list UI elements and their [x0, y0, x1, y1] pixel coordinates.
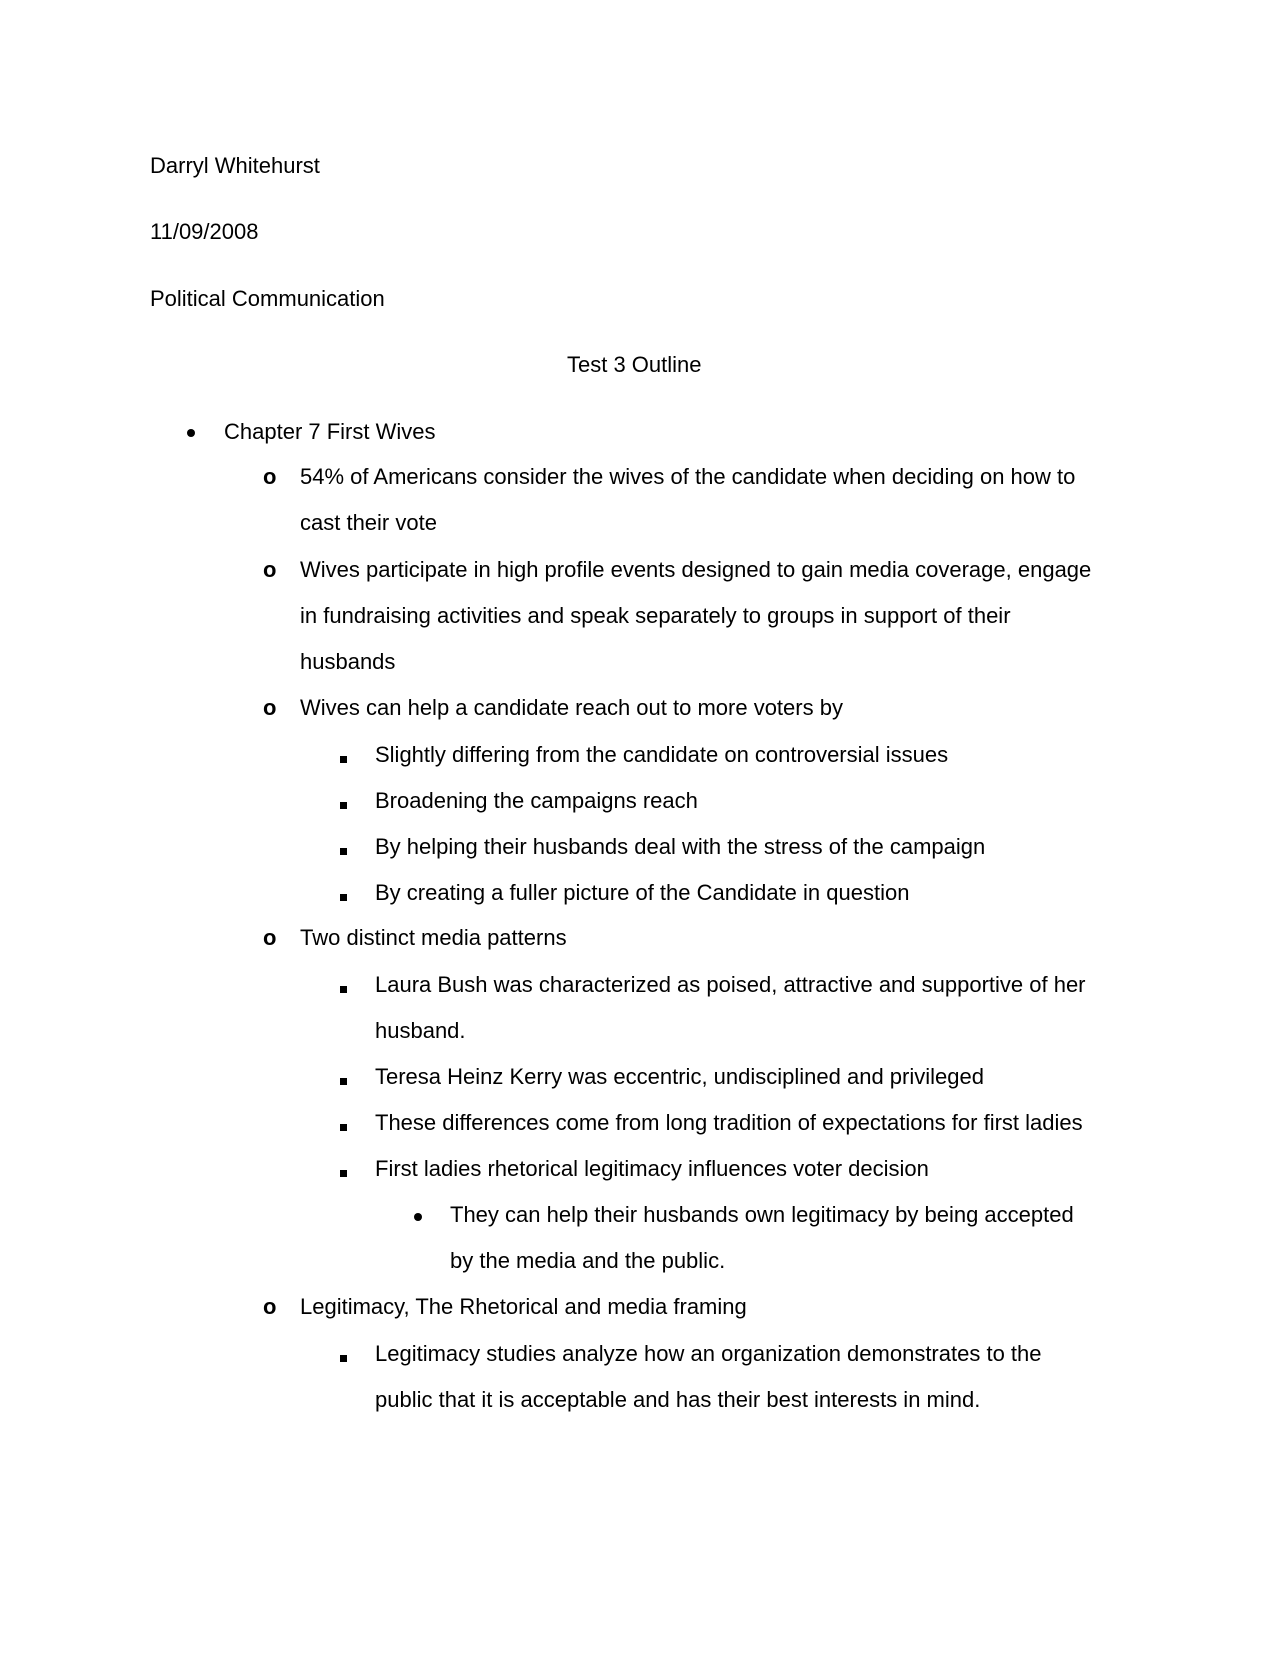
- list-item-line: Teresa Heinz Kerry was eccentric, undisciplined and privileged: [375, 1064, 984, 1089]
- bullet-square-icon: [340, 802, 347, 809]
- list-item-line: By creating a fuller picture of the Candidate in question: [375, 880, 910, 905]
- course-name: Political Communication: [150, 286, 385, 311]
- list-item-line: in fundraising activities and speak separately to groups in support of their: [300, 603, 1011, 628]
- list-item-line: They can help their husbands own legitimacy by being accepted: [450, 1202, 1074, 1227]
- list-item-line: husbands: [300, 649, 396, 674]
- list-item-line: These differences come from long tradition of expectations for first ladies: [375, 1110, 1083, 1135]
- document-date: 11/09/2008: [150, 219, 259, 244]
- list-item-line: First ladies rhetorical legitimacy influences voter decision: [375, 1156, 929, 1181]
- list-item-line: Legitimacy studies analyze how an organization demonstrates to the: [375, 1341, 1042, 1366]
- bullet-circle-icon: o: [263, 557, 277, 582]
- document-title: Test 3 Outline: [567, 352, 702, 377]
- bullet-square-icon: [340, 1124, 347, 1131]
- bullet-circle-icon: o: [263, 1294, 277, 1319]
- bullet-circle-icon: o: [263, 464, 277, 489]
- bullet-square-icon: [340, 756, 347, 763]
- list-item-line: Laura Bush was characterized as poised, attractive and supportive of her: [375, 972, 1086, 997]
- author-name: Darryl Whitehurst: [150, 153, 320, 178]
- list-item-line: by the media and the public.: [450, 1248, 726, 1273]
- bullet-square-icon: [340, 1170, 347, 1177]
- list-item-line: Two distinct media patterns: [300, 925, 567, 950]
- bullet-square-icon: [340, 848, 347, 855]
- list-item-line: public that it is acceptable and has their best interests in mind.: [375, 1387, 981, 1412]
- list-item-line: By helping their husbands deal with the stress of the campaign: [375, 834, 986, 859]
- bullet-square-icon: [340, 1078, 347, 1085]
- bullet-square-icon: [340, 1355, 347, 1362]
- list-item-line: husband.: [375, 1018, 466, 1043]
- bullet-square-icon: [340, 986, 347, 993]
- list-item-line: Legitimacy, The Rhetorical and media framing: [300, 1294, 747, 1319]
- bullet-disc-icon: [414, 1213, 422, 1221]
- bullet-circle-icon: o: [263, 925, 277, 950]
- list-item-line: Broadening the campaigns reach: [375, 788, 698, 813]
- list-item-line: Wives participate in high profile events designed to gain media coverage, engage: [300, 557, 1092, 582]
- bullet-square-icon: [340, 894, 347, 901]
- list-item-line: cast their vote: [300, 510, 437, 535]
- bullet-circle-icon: o: [263, 695, 277, 720]
- list-item-line: Slightly differing from the candidate on controversial issues: [375, 742, 949, 767]
- chapter-heading: Chapter 7 First Wives: [224, 419, 436, 444]
- list-item-line: Wives can help a candidate reach out to more voters by: [300, 695, 843, 720]
- list-item-line: 54% of Americans consider the wives of the candidate when deciding on how to: [300, 464, 1076, 489]
- bullet-disc-icon: [187, 429, 195, 437]
